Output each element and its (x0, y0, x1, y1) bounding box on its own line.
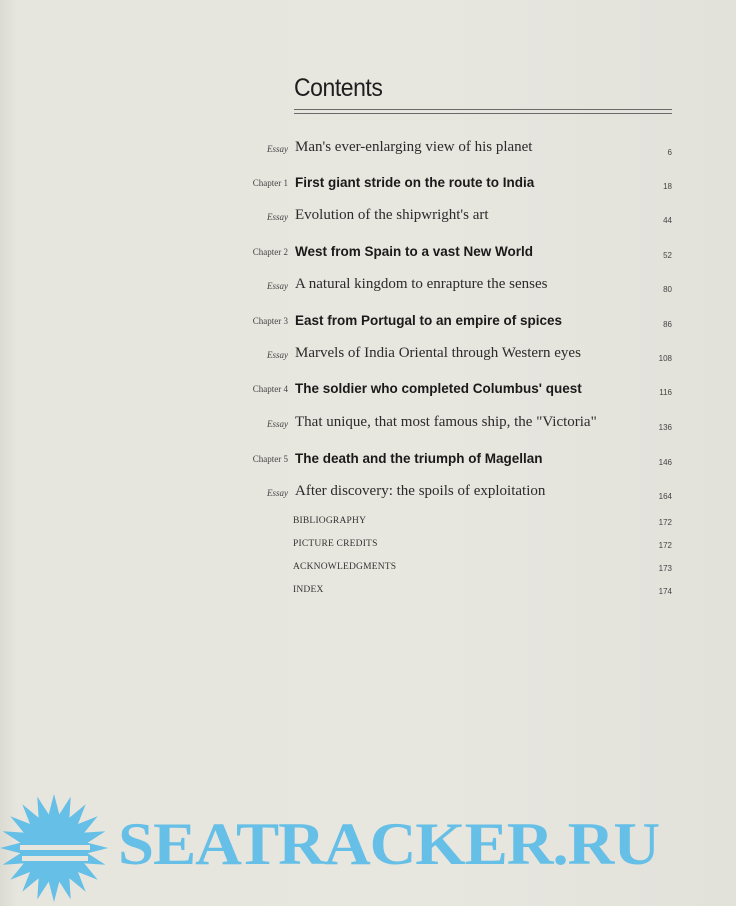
entry-kind: Chapter 4 (252, 384, 288, 394)
back-matter-page-number: 174 (658, 587, 672, 596)
back-matter-page-number: 173 (658, 564, 672, 573)
entry-page-number: 6 (667, 148, 672, 157)
toc-entry (0, 169, 736, 193)
toc-entry (0, 203, 736, 227)
page-title: Contents (294, 74, 383, 102)
entry-page-number: 44 (663, 216, 672, 225)
entry-kind: Chapter 5 (252, 454, 288, 464)
entry-page-number: 52 (663, 251, 672, 260)
toc-entry (0, 307, 736, 331)
entry-title: The death and the triumph of Magellan (295, 451, 543, 466)
entry-page-number: 86 (663, 320, 672, 329)
entry-kind: Essay (267, 212, 288, 222)
title-rule-bottom (294, 113, 672, 114)
entry-kind: Essay (267, 350, 288, 360)
entry-kind: Essay (267, 281, 288, 291)
entry-kind: Essay (267, 144, 288, 154)
entry-kind: Essay (267, 488, 288, 498)
entry-title: Evolution of the shipwright's art (295, 207, 489, 223)
back-matter-label: BIBLIOGRAPHY (293, 516, 367, 526)
back-matter-page-number: 172 (658, 541, 672, 550)
watermark (0, 790, 736, 906)
entry-title: First giant stride on the route to India (295, 175, 535, 190)
entry-title: West from Spain to a vast New World (295, 244, 534, 259)
toc-entry (0, 135, 736, 159)
back-matter-label: ACKNOWLEDGMENTS (293, 562, 397, 572)
toc-entry (0, 238, 736, 262)
sun-logo-icon (0, 790, 112, 906)
back-matter-item (0, 558, 736, 574)
toc-entry (0, 375, 736, 399)
entry-title: A natural kingdom to enrapture the senses (295, 276, 548, 292)
toc-entry (0, 341, 736, 365)
entry-page-number: 146 (658, 458, 672, 467)
toc-entry (0, 272, 736, 296)
entry-title: After discovery: the spoils of exploitation (295, 483, 546, 499)
entry-page-number: 136 (658, 423, 672, 432)
toc-entry (0, 445, 736, 469)
entry-kind: Essay (267, 419, 288, 429)
back-matter-page-number: 172 (658, 518, 672, 527)
watermark-text: SEATRACKER.RU (118, 811, 660, 877)
back-matter-label: PICTURE CREDITS (293, 539, 378, 549)
toc-entry (0, 410, 736, 434)
back-matter-item (0, 581, 736, 597)
entry-kind: Chapter 2 (252, 247, 288, 257)
entry-kind: Chapter 3 (252, 316, 288, 326)
back-matter-label: INDEX (293, 585, 324, 595)
entry-page-number: 18 (663, 182, 672, 191)
entry-title: The soldier who completed Columbus' quest (295, 381, 582, 396)
entry-page-number: 108 (658, 354, 672, 363)
back-matter-item (0, 512, 736, 528)
entry-page-number: 116 (659, 388, 672, 397)
entry-page-number: 80 (663, 285, 672, 294)
entry-title: Marvels of India Oriental through Western eyes (295, 345, 581, 361)
title-rule-top (294, 109, 672, 110)
entry-title: That unique, that most famous ship, the "Victoria" (295, 414, 597, 430)
back-matter-item (0, 535, 736, 551)
entry-page-number: 164 (658, 492, 672, 501)
toc-entry (0, 479, 736, 503)
entry-title: Man's ever-enlarging view of his planet (295, 139, 533, 155)
entry-kind: Chapter 1 (252, 178, 288, 188)
entry-title: East from Portugal to an empire of spices (295, 313, 563, 328)
